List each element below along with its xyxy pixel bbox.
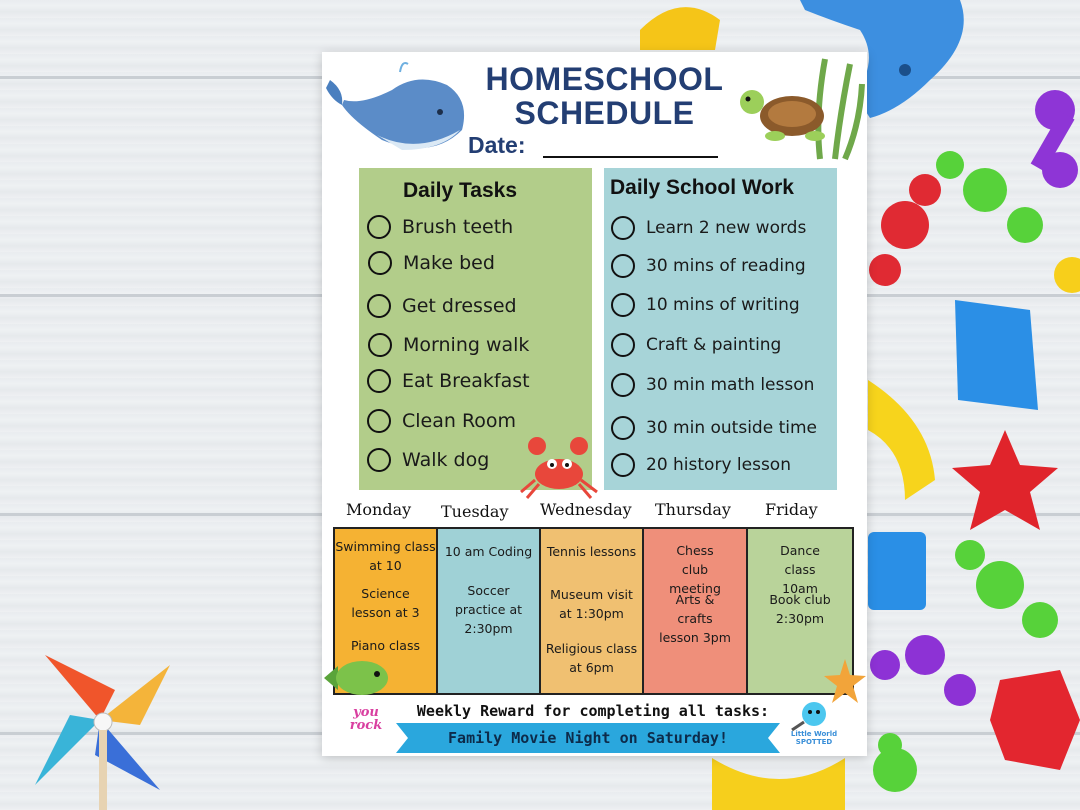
blue-cube-icon (868, 532, 926, 610)
whale-icon (322, 60, 472, 160)
schedule-sheet (322, 52, 867, 756)
school-task-item[interactable] (611, 416, 817, 440)
starfish-icon (822, 657, 868, 705)
thursday-column (644, 529, 746, 693)
schedule-item: Book club 2:30pm (769, 592, 831, 626)
task-label: 30 min outside time (646, 418, 817, 438)
school-task-item[interactable] (611, 254, 806, 278)
checkbox-circle-icon[interactable] (367, 294, 391, 318)
task-label: Make bed (403, 252, 495, 274)
schedule-item: 10 am Coding (444, 544, 533, 559)
task-label: Brush teeth (402, 216, 514, 238)
reward-text: Family Movie Night on Saturday! (448, 729, 728, 747)
checkbox-circle-icon[interactable] (367, 215, 391, 239)
you-rock-logo (346, 706, 386, 748)
checkbox-circle-icon[interactable] (611, 453, 635, 477)
page-title (472, 62, 737, 130)
task-label: Learn 2 new words (646, 218, 807, 238)
little-world-spotted-logo (784, 730, 844, 746)
reward-heading: Weekly Reward for completing all tasks: (416, 702, 770, 720)
day-header-wednesday: Wednesday (540, 500, 632, 519)
schedule-item: Science lesson at 3 (351, 586, 420, 620)
daily-school-work-title: Daily School Work (610, 176, 794, 199)
logo-line-2: SPOTTED (795, 738, 833, 746)
checkbox-circle-icon[interactable] (368, 251, 392, 275)
task-item[interactable] (367, 294, 517, 318)
date-field[interactable] (543, 156, 718, 158)
task-label: 10 mins of writing (646, 295, 800, 315)
day-header-friday: Friday (765, 500, 818, 519)
yellow-crescent-icon (868, 380, 935, 500)
pinwheel-icon (35, 655, 170, 810)
checkbox-circle-icon[interactable] (611, 216, 635, 240)
task-item[interactable] (367, 369, 530, 393)
checkbox-circle-icon[interactable] (367, 448, 391, 472)
schedule-item: Soccer practice at 2:30pm (454, 583, 523, 636)
schedule-item: Arts & crafts lesson 3pm (659, 592, 731, 645)
purple-suction-toy-icon (1031, 90, 1078, 188)
checkbox-circle-icon[interactable] (367, 369, 391, 393)
checkbox-circle-icon[interactable] (368, 333, 392, 357)
schedule-item: Swimming class at 10 (335, 539, 436, 573)
task-item[interactable] (368, 333, 529, 357)
yellow-crescent-icon (712, 758, 845, 810)
fish-icon (322, 656, 392, 701)
day-header-monday: Monday (346, 500, 412, 519)
task-item[interactable] (367, 215, 513, 239)
task-label: Eat Breakfast (402, 370, 530, 392)
schedule-item: Tennis lessons (546, 544, 637, 559)
schedule-item: Chess club meeting (669, 543, 721, 596)
checkbox-circle-icon[interactable] (611, 293, 635, 317)
logo-line-1: Little World (790, 730, 838, 738)
you-rock-text: you rock (349, 705, 383, 733)
school-task-item[interactable] (611, 373, 814, 397)
school-task-item[interactable] (611, 453, 791, 477)
wednesday-column (541, 529, 642, 693)
daily-school-work-panel (604, 168, 837, 490)
crab-icon (517, 432, 602, 502)
school-task-item[interactable] (611, 293, 800, 317)
red-hexagon-icon (990, 670, 1080, 770)
task-label: 30 min math lesson (646, 375, 815, 395)
date-label: Date: (468, 132, 526, 158)
school-task-item[interactable] (611, 216, 806, 240)
schedule-item: Religious class at 6pm (545, 641, 638, 675)
checkbox-circle-icon[interactable] (611, 333, 635, 357)
checkbox-circle-icon[interactable] (611, 373, 635, 397)
turtle-icon (730, 54, 865, 164)
day-header-tuesday: Tuesday (441, 502, 509, 521)
daily-tasks-title: Daily Tasks (403, 179, 518, 202)
yellow-ball-icon (1054, 257, 1080, 293)
title-line-1: HOMESCHOOL (485, 61, 724, 97)
task-label: Clean Room (402, 410, 517, 432)
task-item[interactable] (367, 409, 516, 433)
checkbox-circle-icon[interactable] (367, 409, 391, 433)
day-header-thursday: Thursday (655, 500, 731, 519)
task-label: Craft & painting (646, 335, 782, 355)
yellow-toy-icon (640, 7, 720, 50)
task-label: Walk dog (402, 449, 490, 471)
task-label: 30 mins of reading (646, 256, 806, 276)
checkbox-circle-icon[interactable] (611, 254, 635, 278)
schedule-item: Dance class 10am (780, 543, 820, 596)
blue-block-icon (955, 300, 1038, 410)
task-item[interactable] (368, 251, 495, 275)
schedule-item: Piano class (351, 638, 420, 653)
title-line-2: SCHEDULE (514, 95, 695, 131)
tuesday-column (438, 529, 539, 693)
school-task-item[interactable] (611, 333, 781, 357)
task-label: Get dressed (402, 295, 517, 317)
purple-suction-toy-icon (870, 635, 976, 706)
weekly-schedule-grid (333, 527, 854, 695)
task-item[interactable] (367, 448, 489, 472)
task-label: 20 history lesson (646, 455, 791, 475)
magnifier-icon (790, 700, 830, 732)
schedule-item: Museum visit at 1:30pm (550, 587, 633, 621)
red-suction-toy-icon (869, 174, 941, 286)
checkbox-circle-icon[interactable] (611, 416, 635, 440)
red-star-icon (952, 430, 1058, 530)
task-label: Morning walk (403, 334, 530, 356)
